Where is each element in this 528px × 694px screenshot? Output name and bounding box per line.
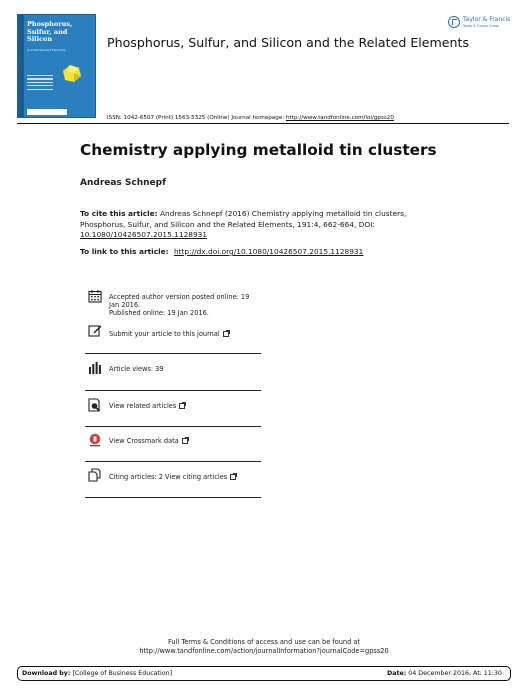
- divider: [85, 390, 261, 391]
- download-label: Download by:: [22, 670, 71, 677]
- terms-line-1: Full Terms & Conditions of access and use can be found at: [167, 638, 361, 646]
- cover-footer-band: [27, 109, 67, 115]
- published-line: Published online: 19 Jan 2016.: [109, 309, 209, 317]
- citing-text[interactable]: [109, 473, 236, 481]
- publisher-tagline: Taylor & Francis Group: [463, 24, 499, 28]
- citing-articles-row[interactable]: [85, 467, 261, 493]
- citation-block: [80, 209, 440, 241]
- submit-article-row[interactable]: [85, 322, 261, 348]
- calendar-icon: [88, 289, 102, 303]
- terms-footer: [0, 638, 528, 656]
- external-link-icon: [223, 331, 229, 337]
- citations-icon: [88, 468, 102, 482]
- related-text[interactable]: [109, 402, 185, 410]
- publisher-name: Taylor & Francis: [463, 16, 511, 23]
- cover-stripe: [18, 15, 24, 117]
- taylor-francis-logo: [448, 14, 510, 34]
- date-value: 04 December 2016, At: 11:30: [408, 670, 502, 677]
- cover-text-lines: [27, 75, 53, 92]
- related-label[interactable]: View related articles: [109, 402, 177, 410]
- header-divider: [17, 123, 509, 124]
- journal-cover-image: [17, 14, 96, 118]
- accepted-line-2: Jan 2016.: [109, 301, 141, 309]
- edit-icon: [88, 323, 102, 337]
- journal-homepage-link[interactable]: http://www.tandfonline.com/loi/gpss20: [285, 115, 394, 121]
- issn-line: [107, 115, 394, 121]
- downloaded-by: [22, 670, 172, 677]
- crossmark-icon: [88, 433, 102, 447]
- terms-url[interactable]: http://www.tandfonline.com/action/journalInformation?journalCode=gpss20: [139, 647, 389, 655]
- crossmark-text[interactable]: [109, 437, 188, 445]
- submit-label[interactable]: Submit your article to this journal: [109, 330, 220, 338]
- article-title: Chemistry applying metalloid tin clusters: [80, 141, 437, 159]
- journal-title: Phosphorus, Sulfur, and Silicon and the Related Elements: [107, 35, 470, 50]
- article-author: Andreas Schnepf: [80, 178, 167, 188]
- crossmark-label[interactable]: View Crossmark data: [109, 437, 179, 445]
- related-articles-row[interactable]: [85, 397, 261, 423]
- divider: [85, 497, 261, 498]
- cover-title: Phosphorus, Sulfur, and Silicon: [27, 20, 73, 43]
- cite-doi-link[interactable]: 10.1080/10426507.2015.1128931: [80, 230, 208, 240]
- divider: [85, 461, 261, 462]
- article-views-row: [85, 360, 261, 386]
- divider: [85, 426, 261, 427]
- article-doi-link[interactable]: http://dx.doi.org/10.1080/10426507.2015.1128931: [173, 247, 364, 256]
- citing-label[interactable]: Citing articles: 2 View citing articles: [109, 473, 228, 481]
- document-search-icon: [88, 398, 102, 412]
- external-link-icon: [182, 438, 188, 444]
- external-link-icon: [230, 474, 236, 480]
- external-link-icon: [179, 403, 185, 409]
- divider: [85, 353, 261, 354]
- cite-text: Andreas Schnepf (2016) Chemistry applying metalloid tin clusters, Phosphorus, Sulfur, and Silicon and the Related Elements, 191:4, 662-664, DOI:: [80, 209, 407, 229]
- article-link-line: [80, 247, 363, 256]
- crystal-image-icon: [60, 63, 82, 83]
- submit-text[interactable]: [109, 330, 229, 338]
- download-value: [College of Business Education]: [72, 670, 173, 677]
- cite-label: To cite this article:: [80, 209, 158, 218]
- accepted-line-1: Accepted author version posted online: 19: [109, 293, 250, 301]
- views-text: Article views: 39: [109, 365, 164, 373]
- crossmark-row[interactable]: [85, 432, 261, 458]
- bar-chart-icon: [88, 361, 102, 375]
- date-label: Date:: [387, 670, 407, 677]
- logo-mark-icon: [448, 16, 460, 28]
- link-label: To link to this article:: [80, 247, 169, 256]
- cover-subtitle: and the Related Elements: [27, 48, 66, 52]
- download-date: [387, 670, 502, 677]
- issn-text: ISSN: 1042-6507 (Print) 1563-5325 (Online) Journal homepage:: [107, 115, 285, 121]
- dates-text: [109, 293, 249, 317]
